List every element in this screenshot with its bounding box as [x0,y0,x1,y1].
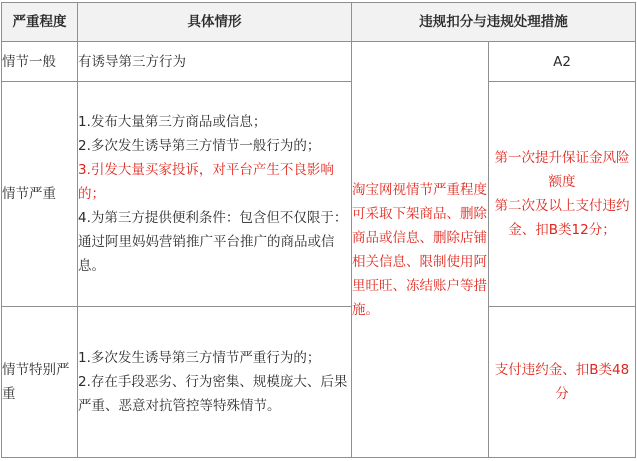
detail-cell-very-serious [78,306,352,457]
detail-line-highlighted: 3.引发大量买家投诉，对平台产生不良影响的； [78,161,334,202]
header-detail: 具体情形 [78,3,352,42]
penalty-cell-serious [489,82,636,306]
severity-cell-general: 情节一般 [2,42,78,82]
penalty-cell-general [489,42,636,82]
header-measures: 违规扣分与违规处理措施 [352,3,636,42]
penalty-cell-very-serious [489,306,636,457]
detail-cell-general [78,42,352,82]
table-row-serious [2,82,636,306]
detail-line: 1.发布大量第三方商品或信息； [78,113,267,130]
detail-line: 1.多次发生诱导第三方情节严重行为的； [78,349,321,366]
penalty-line: 支付违约金、扣B类48分 [494,361,630,402]
table-row-very-serious [2,306,636,457]
detail-cell-serious [78,82,352,306]
header-severity: 严重程度 [2,3,78,42]
penalty-line: A2 [553,53,571,70]
violation-rules-table [1,2,636,458]
detail-line: 有诱导第三方行为 [78,53,186,70]
penalty-line: 第一次提升保证金风险额度 [494,149,630,190]
detail-line: 4.为第三方提供便利条件：包含但不仅限于：通过阿里妈妈营销推广平台推广的商品或信息。 [78,209,348,274]
detail-line: 2.存在手段恶劣、行为密集、规模庞大、后果严重、恶意对抗管控等特殊情节。 [78,373,348,414]
table-row-general [2,42,636,82]
penalty-line: 第二次及以上支付违约金、扣B类12分； [494,197,630,238]
header-row [2,3,636,42]
shared-measure-cell: 淘宝网视情节严重程度可采取下架商品、删除商品或信息、删除店铺相关信息、限制使用阿里旺旺、冻结账户等措施。 [352,42,489,458]
severity-cell-serious: 情节严重 [2,82,78,306]
detail-line: 2.多次发生诱导第三方情节一般行为的； [78,137,321,154]
severity-cell-very-serious: 情节特别严重 [2,306,78,457]
